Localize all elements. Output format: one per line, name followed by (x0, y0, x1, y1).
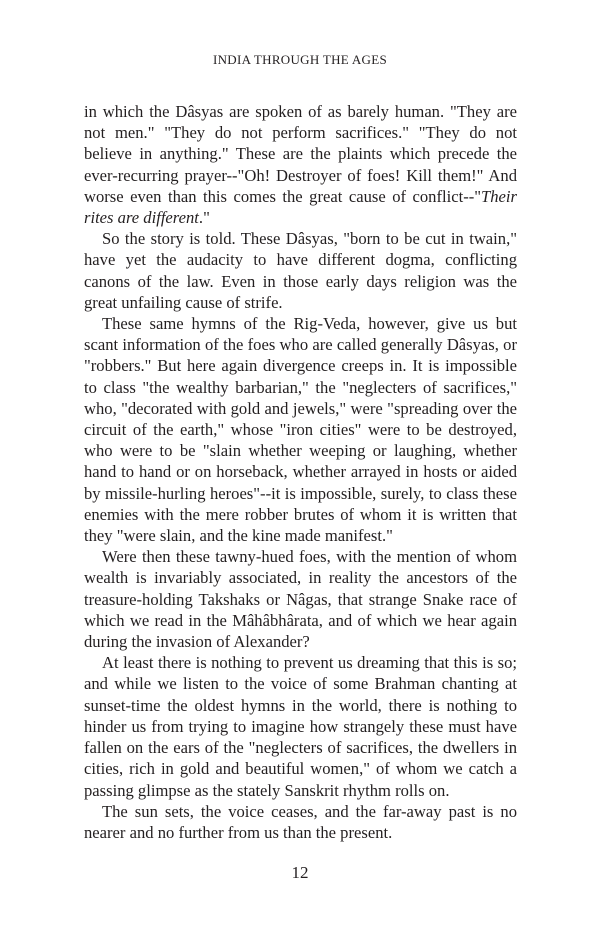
paragraph-1 (84, 101, 517, 228)
paragraph-2: So the story is told. These Dâsyas, "born to be cut in twain," have yet the audacity to have different dogma, conflicting canons of the law. Even in those early days religion was the great unfailing cause of strife. (84, 229, 517, 312)
paragraph-4: Were then these tawny-hued foes, with the mention of whom wealth is invariably associated, in reality the ancestors of the treasure-holding Takshaks or Nâgas, that strange Snake race of which we read in the Mâhâbhârata, and of which we hear again during the invasion of Alexander? (84, 547, 517, 652)
paragraph-1-text: in which the Dâsyas are spoken of as barely human. "They are not men." "They do not perform sacrifices." "They do not believe in anything." These are the plaints which precede the ever-recurring prayer--"Oh! Destroyer of foes! Kill them!" And worse even than this comes the great cause of conflict--" (84, 102, 517, 206)
running-head: INDIA THROUGH THE AGES (212, 52, 388, 67)
paragraph-5: At least there is nothing to prevent us dreaming that this is so; and while we listen to the voice of some Brahman chanting at sunset-time the oldest hymns in the world, there is nothing to hinder us from trying to imagine how strangely these must have fallen on the ears of the "neglecters of sacrifices, the dwellers in cities, rich in gold and beautiful women," of whom we catch a passing glimpse as the stately Sanskrit rhythm rolls on. (84, 653, 517, 800)
body-text (84, 101, 517, 843)
page-number: 12 (291, 863, 309, 882)
paragraph-1-emphasis: Their rites are different (84, 186, 517, 228)
paragraph-1-end: ." (198, 208, 210, 228)
paragraph-3: These same hymns of the Rig-Veda, however, give us but scant information of the foes who are called generally Dâsyas, or "robbers." But here again divergence creeps in. It is impossible to class "the wealthy barbarian," the "neglecters of sacrifices," who, "decorated with gold and jewels," were "spreading over the circuit of the earth," whose "iron cities" were to be destroyed, who were to be "slain whether weeping or laughing, whether hand to hand or on horseback, whether arrayed in hosts or aided by missile-hurling heroes"--it is impossible, surely, to class these enemies with the mere robber brutes of whom it is written that they "were slain, and the kine made manifest." (84, 314, 517, 546)
paragraph-6: The sun sets, the voice ceases, and the far-away past is no nearer and no further from us than the present. (84, 801, 517, 842)
